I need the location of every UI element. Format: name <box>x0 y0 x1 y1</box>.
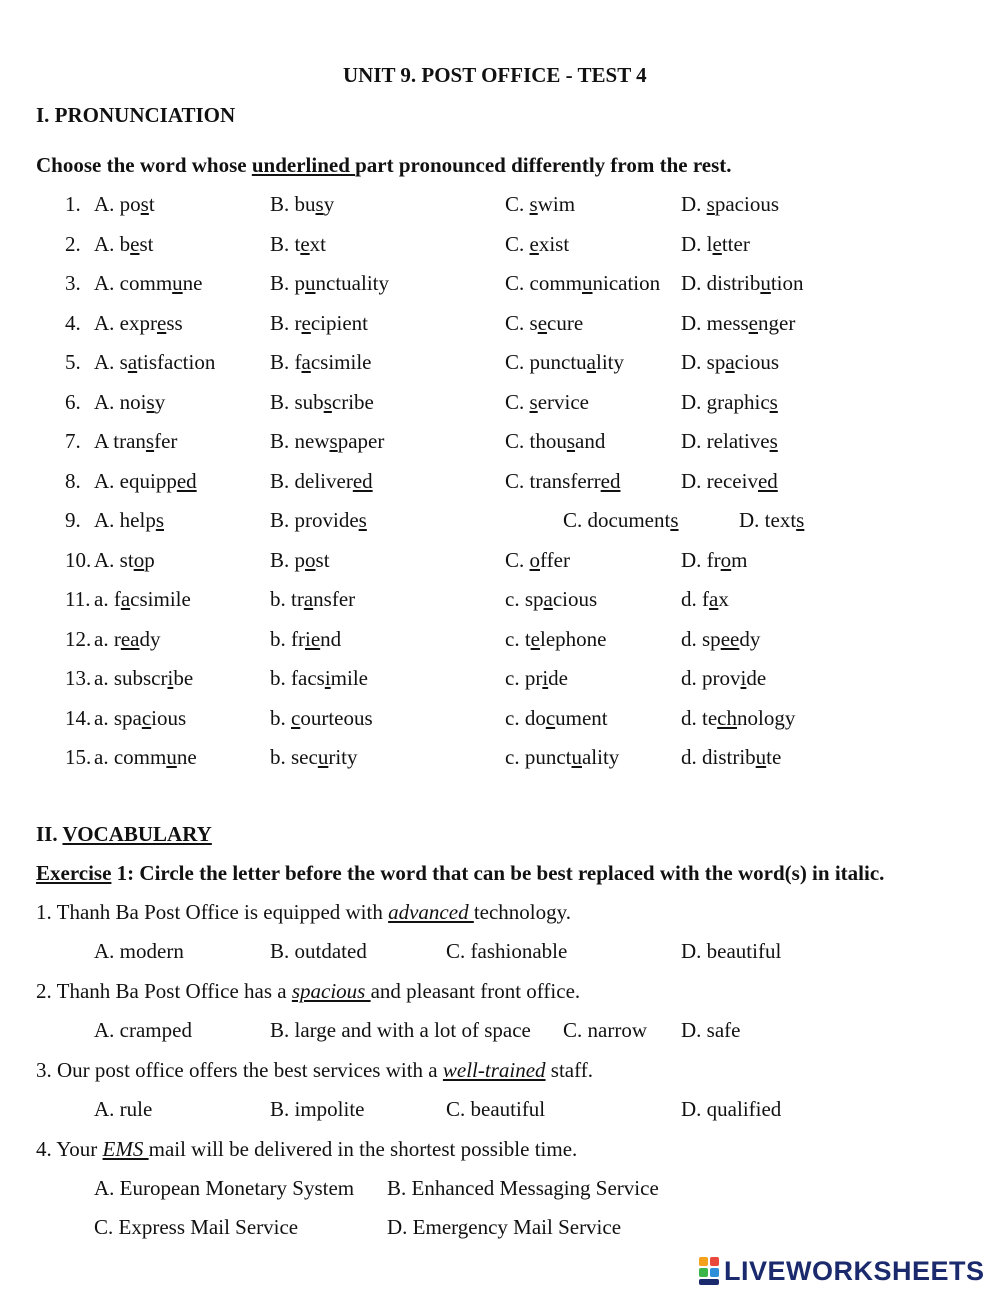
answer-option: D. Emergency Mail Service <box>387 1215 622 1239</box>
answer-option <box>270 587 355 612</box>
answer-option <box>270 192 334 217</box>
answer-option <box>94 469 197 494</box>
option-text: nsfer <box>313 587 356 611</box>
question-number: 9. <box>65 508 81 532</box>
answer-option <box>94 745 197 770</box>
option-text: te <box>766 745 782 769</box>
option-text: de <box>548 666 568 690</box>
option-text: dy <box>139 627 161 651</box>
option-text: D. mess <box>681 311 749 335</box>
option-text: a. f <box>94 587 121 611</box>
answer-option <box>94 232 154 257</box>
answer-option <box>94 429 177 454</box>
option-text: rity <box>328 745 358 769</box>
option-text: ality <box>581 745 620 769</box>
option-underlined-part: a <box>120 587 131 611</box>
italic-keyword: advanced <box>388 900 474 924</box>
option-underlined-part: ee <box>720 627 740 651</box>
option-text: c. do <box>505 706 546 730</box>
question-number: 4. <box>65 311 81 335</box>
option-underlined-part: s <box>769 429 778 453</box>
option-underlined-part: e <box>130 232 140 256</box>
answer-option <box>94 666 193 691</box>
option-text: A. s <box>94 350 128 374</box>
answer-option: D. qualified <box>681 1097 782 1121</box>
answer-option <box>270 271 389 296</box>
answer-option <box>94 350 215 375</box>
answer-option: C. narrow <box>563 1018 647 1042</box>
answer-option: A. modern <box>94 939 184 963</box>
option-underlined-part: e <box>748 311 758 335</box>
option-underlined-part: s <box>145 429 155 453</box>
option-text: D. graphic <box>681 390 770 414</box>
option-text: ss <box>166 311 183 335</box>
option-text: c. sp <box>505 587 544 611</box>
option-text: C. <box>505 548 530 572</box>
option-text: mile <box>330 666 368 690</box>
option-text: c. pr <box>505 666 543 690</box>
option-underlined-part: s <box>146 390 155 414</box>
option-text: a. spa <box>94 706 142 730</box>
answer-option <box>94 271 202 296</box>
answer-option <box>505 548 570 573</box>
option-text: ne <box>182 271 203 295</box>
option-underlined-part: u <box>166 745 177 769</box>
question-text: mail will be delivered in the shortest possible time. <box>148 1137 578 1161</box>
answer-option <box>270 350 371 375</box>
answer-option <box>94 192 155 217</box>
italic-keyword: spacious <box>291 979 371 1003</box>
question-number: 6. <box>65 390 81 414</box>
answer-option <box>505 232 569 257</box>
answer-option: A. cramped <box>94 1018 192 1042</box>
liveworksheets-logo <box>698 1254 985 1288</box>
option-underlined-part: e <box>712 232 722 256</box>
option-text: de <box>746 666 767 690</box>
answer-option <box>270 627 341 652</box>
option-text: cipient <box>310 311 368 335</box>
option-text: B. p <box>270 548 306 572</box>
option-text: B. new <box>270 429 330 453</box>
question-text: 3. Our post office offers the best services with a <box>36 1058 443 1082</box>
option-text: A. help <box>94 508 156 532</box>
option-text: b. <box>270 706 291 730</box>
answer-option <box>681 429 778 454</box>
answer-option <box>270 429 384 454</box>
answer-option: B. outdated <box>270 939 367 963</box>
option-text: B. f <box>270 350 302 374</box>
option-text: csimile <box>130 587 191 611</box>
option-text: y <box>323 192 335 216</box>
option-text: D. fr <box>681 548 721 572</box>
option-text: tion <box>770 271 804 295</box>
answer-option <box>505 271 660 296</box>
option-text: dy <box>739 627 761 651</box>
answer-option: A. rule <box>94 1097 153 1121</box>
option-text: A. comm <box>94 271 173 295</box>
answer-option <box>681 469 778 494</box>
answer-option <box>270 232 326 257</box>
option-text: A tran <box>94 429 146 453</box>
option-text: st <box>139 232 154 256</box>
option-text: m <box>731 548 748 572</box>
answer-option <box>270 745 358 770</box>
option-text: B. t <box>270 232 301 256</box>
answer-option <box>505 706 608 731</box>
option-text: tisfaction <box>137 350 216 374</box>
option-underlined-part: s <box>140 192 149 216</box>
answer-option <box>681 271 804 296</box>
vocab-question <box>36 1058 593 1083</box>
vocabulary-heading: II. VOCABULARY <box>36 822 212 846</box>
option-underlined-part: u <box>571 745 582 769</box>
option-text: lity <box>596 350 625 374</box>
option-text: A. st <box>94 548 134 572</box>
option-underlined-part: u <box>755 745 767 769</box>
option-text: d. f <box>681 587 709 611</box>
option-text: D. distrib <box>681 271 761 295</box>
option-underlined-part: i <box>542 666 549 690</box>
option-text: C. <box>505 390 530 414</box>
option-underlined-part: c <box>141 706 152 730</box>
option-text: c. t <box>505 627 531 651</box>
answer-option <box>505 311 583 336</box>
option-text: nology <box>736 706 796 730</box>
answer-option <box>94 508 164 533</box>
option-underlined-part: u <box>305 271 316 295</box>
question-number: 11. <box>65 587 91 611</box>
answer-option: C. fashionable <box>446 939 568 963</box>
answer-option <box>270 469 373 494</box>
option-text: tter <box>721 232 750 256</box>
answer-option <box>681 587 729 612</box>
option-underlined-part: s <box>566 429 576 453</box>
exercise-instruction: Exercise 1: Circle the letter before the word that can be best replaced with the word(s) in italic. <box>36 861 885 885</box>
answer-option <box>681 390 778 415</box>
answer-option <box>681 666 766 691</box>
option-text: D. l <box>681 232 713 256</box>
option-underlined-part: u <box>172 271 183 295</box>
question-text: and pleasant front office. <box>370 979 581 1003</box>
question-text: technology. <box>473 900 572 924</box>
option-underlined-part: o <box>305 548 316 572</box>
option-underlined-part: a <box>127 350 138 374</box>
option-underlined-part: a <box>586 350 596 374</box>
option-text: x <box>718 587 729 611</box>
answer-option <box>270 390 374 415</box>
option-text: B. r <box>270 311 302 335</box>
option-text: ument <box>555 706 608 730</box>
answer-option <box>505 192 575 217</box>
answer-option <box>681 745 781 770</box>
question-number: 14. <box>65 706 92 730</box>
option-underlined-part: ed <box>352 469 373 493</box>
option-text: fer <box>154 429 178 453</box>
answer-option <box>563 508 679 533</box>
option-text: ious <box>151 706 187 730</box>
answer-option <box>505 627 606 652</box>
option-text: a. comm <box>94 745 167 769</box>
answer-option <box>270 508 367 533</box>
option-text: A. expr <box>94 311 157 335</box>
question-number: 15. <box>65 745 92 769</box>
option-underlined-part: s <box>529 192 538 216</box>
worksheet-title: UNIT 9. POST OFFICE - TEST 4 <box>343 63 647 87</box>
option-text: A. b <box>94 232 131 256</box>
option-text: B. bu <box>270 192 316 216</box>
option-text: ffer <box>540 548 570 572</box>
question-number: 10. <box>65 548 92 572</box>
option-text: B. provide <box>270 508 359 532</box>
option-text: b. sec <box>270 745 318 769</box>
question-text: 4. Your <box>36 1137 103 1161</box>
vocab-question <box>36 900 571 925</box>
option-underlined-part: e <box>537 311 548 335</box>
answer-option <box>270 548 330 573</box>
option-text: d. te <box>681 706 718 730</box>
answer-option: D. beautiful <box>681 939 782 963</box>
option-text: and <box>575 429 606 453</box>
answer-option <box>681 192 779 217</box>
liveworksheets-logo-icon <box>698 1256 720 1286</box>
option-text: A. equipp <box>94 469 177 493</box>
answer-option <box>94 548 155 573</box>
option-text: D. relative <box>681 429 770 453</box>
option-underlined-part: e <box>529 232 539 256</box>
answer-option <box>505 429 605 454</box>
answer-option: B. Enhanced Messaging Service <box>387 1176 659 1200</box>
option-text: b. fr <box>270 627 305 651</box>
option-text: xist <box>538 232 570 256</box>
answer-option <box>94 311 183 336</box>
answer-option <box>681 627 760 652</box>
option-text: D. sp <box>681 350 726 374</box>
option-underlined-part: ea <box>120 627 140 651</box>
option-text: b. tr <box>270 587 304 611</box>
option-underlined-part: e <box>156 311 167 335</box>
option-text: cribe <box>331 390 374 414</box>
answer-option <box>505 350 624 375</box>
option-text: B. sub <box>270 390 324 414</box>
option-text: B. p <box>270 271 306 295</box>
option-underlined-part: a <box>303 587 314 611</box>
question-number: 12. <box>65 627 92 651</box>
option-underlined-part: ed <box>600 469 621 493</box>
option-text: nication <box>592 271 661 295</box>
option-underlined-part: a <box>543 587 553 611</box>
question-number: 1. <box>65 192 81 216</box>
option-underlined-part: e <box>530 627 540 651</box>
italic-keyword: EMS <box>102 1137 149 1161</box>
option-text: t <box>148 192 155 216</box>
option-underlined-part: s <box>329 429 338 453</box>
question-number: 3. <box>65 271 81 295</box>
option-text: d. distrib <box>681 745 756 769</box>
answer-option <box>270 666 368 691</box>
option-underlined-part: s <box>670 508 679 532</box>
option-underlined-part: c <box>291 706 301 730</box>
option-underlined-part: s <box>358 508 367 532</box>
option-text: nctuality <box>315 271 389 295</box>
option-text: C. <box>505 232 530 256</box>
option-underlined-part: s <box>155 508 165 532</box>
answer-option <box>681 311 795 336</box>
option-text: d. prov <box>681 666 741 690</box>
italic-keyword: well-trained <box>442 1058 546 1082</box>
option-text: C. transferr <box>505 469 601 493</box>
option-underlined-part: i <box>324 666 331 690</box>
option-text: ervice <box>537 390 589 414</box>
vocab-question <box>36 979 580 1004</box>
answer-option <box>739 508 804 533</box>
question-text: 2. Thanh Ba Post Office has a <box>36 979 292 1003</box>
option-text: a. r <box>94 627 121 651</box>
option-underlined-part: u <box>760 271 771 295</box>
option-underlined-part: ch <box>717 706 737 730</box>
answer-option <box>681 548 748 573</box>
answer-option <box>270 706 373 731</box>
answer-option <box>681 350 779 375</box>
option-underlined-part: c <box>545 706 556 730</box>
answer-option <box>94 627 160 652</box>
option-text: paper <box>337 429 385 453</box>
option-text: cious <box>734 350 779 374</box>
option-text: A. po <box>94 192 141 216</box>
option-text: C. <box>505 192 530 216</box>
option-text: st <box>315 548 330 572</box>
answer-option: C. Express Mail Service <box>94 1215 299 1239</box>
answer-option <box>505 666 568 691</box>
option-underlined-part: a <box>725 350 735 374</box>
answer-option: D. safe <box>681 1018 741 1042</box>
option-text: pacious <box>714 192 780 216</box>
option-text: nger <box>758 311 796 335</box>
pronunciation-heading: I. PRONUNCIATION <box>36 103 236 127</box>
question-number: 13. <box>65 666 92 690</box>
option-underlined-part: ed <box>757 469 778 493</box>
option-underlined-part: u <box>582 271 593 295</box>
option-text: p <box>144 548 155 572</box>
option-text: C. thou <box>505 429 567 453</box>
option-underlined-part: s <box>529 390 538 414</box>
option-underlined-part: s <box>315 192 324 216</box>
vocab-question <box>36 1137 577 1162</box>
option-text: be <box>173 666 194 690</box>
answer-option <box>681 232 750 257</box>
option-text: b. facs <box>270 666 325 690</box>
answer-option: B. impolite <box>270 1097 365 1121</box>
option-underlined-part: s <box>796 508 805 532</box>
pronunciation-instruction: Choose the word whose underlined part pronounced differently from the rest. <box>36 153 732 177</box>
option-underlined-part: a <box>709 587 719 611</box>
option-text: ourteous <box>300 706 373 730</box>
option-underlined-part: i <box>740 666 747 690</box>
option-text: lephone <box>539 627 607 651</box>
answer-option <box>505 745 619 770</box>
option-text: C. punctu <box>505 350 587 374</box>
question-number: 5. <box>65 350 81 374</box>
option-underlined-part: o <box>133 548 145 572</box>
answer-option <box>270 311 368 336</box>
option-text: nd <box>320 627 342 651</box>
option-text: A. noi <box>94 390 147 414</box>
question-number: 8. <box>65 469 81 493</box>
liveworksheets-logo-text: LIVEWORKSHEETS <box>724 1255 985 1286</box>
option-text: cure <box>547 311 584 335</box>
option-text: wim <box>537 192 576 216</box>
answer-option: C. beautiful <box>446 1097 546 1121</box>
option-text: D. <box>681 192 707 216</box>
answer-option <box>94 706 186 731</box>
answer-option <box>505 469 620 494</box>
question-number: 2. <box>65 232 81 256</box>
option-text: xt <box>309 232 327 256</box>
option-underlined-part: o <box>720 548 732 572</box>
answer-option <box>94 390 165 415</box>
option-text: B. deliver <box>270 469 353 493</box>
answer-option <box>505 587 597 612</box>
question-text: staff. <box>545 1058 593 1082</box>
option-underlined-part: e <box>301 311 311 335</box>
option-underlined-part: s <box>323 390 332 414</box>
option-text: D. text <box>739 508 797 532</box>
option-text: y <box>154 390 166 414</box>
option-text: D. receiv <box>681 469 758 493</box>
option-underlined-part: s <box>769 390 778 414</box>
option-underlined-part: o <box>529 548 541 572</box>
option-underlined-part: e <box>300 232 310 256</box>
option-underlined-part: a <box>301 350 311 374</box>
option-text: C. document <box>563 508 671 532</box>
option-underlined-part: i <box>167 666 174 690</box>
answer-option: B. large and with a lot of space <box>270 1018 531 1042</box>
option-text: d. sp <box>681 627 721 651</box>
option-text: ne <box>176 745 197 769</box>
option-underlined-part: ie <box>305 627 321 651</box>
answer-option <box>94 587 191 612</box>
option-underlined-part: u <box>317 745 329 769</box>
answer-option: A. European Monetary System <box>94 1176 355 1200</box>
option-text: a. subscr <box>94 666 168 690</box>
answer-option <box>681 706 795 731</box>
answer-option <box>505 390 589 415</box>
option-text: csimile <box>310 350 372 374</box>
option-text: cious <box>552 587 598 611</box>
option-underlined-part: ed <box>176 469 197 493</box>
question-text: 1. Thanh Ba Post Office is equipped with <box>36 900 389 924</box>
question-number: 7. <box>65 429 81 453</box>
option-text: C. comm <box>505 271 582 295</box>
option-underlined-part: s <box>706 192 715 216</box>
option-text: c. punct <box>505 745 572 769</box>
option-text: C. s <box>505 311 538 335</box>
